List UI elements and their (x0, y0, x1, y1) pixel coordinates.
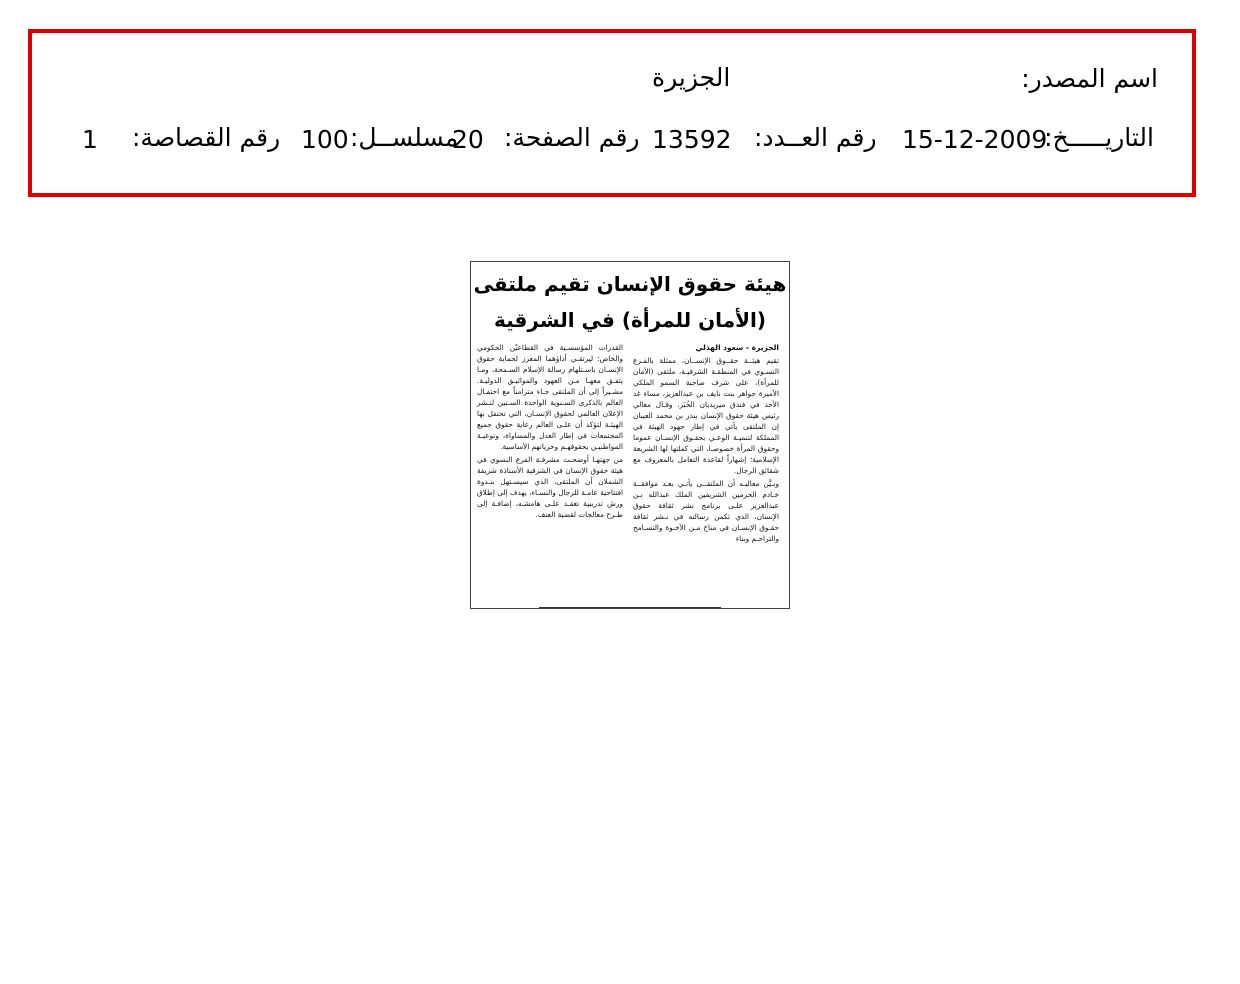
article-column-right (633, 342, 779, 546)
clip-label: رقم القصاصة: (132, 123, 281, 152)
article-title-line-2: (الأمان للمرأة) في الشرقية (494, 308, 766, 332)
article-byline: الجزيرة - سعود الهذلي (695, 343, 779, 352)
article-title (471, 266, 789, 338)
issue-label: رقم العــدد: (754, 123, 877, 152)
end-ornament (611, 603, 638, 609)
article-title-line-1: هيئة حقوق الإنسان تقيم ملتقى (473, 272, 787, 296)
header-box (28, 29, 1196, 197)
page-label: رقم الصفحة: (504, 123, 640, 152)
serial-value: 100 (301, 125, 349, 154)
date-label: التاريـــــخ: (1044, 123, 1154, 152)
article-column-left (477, 342, 623, 522)
article-paragraph: تقيم هيئــة حقــوق الإنســان، ممثلة بالفـرع النسـوي في المنطقـة الشرقيـة، ملتقى (الأمان للمرأة)، على شرف صاحبة السمو الملكي الأميرة جواهر بنت نايف بن عبدالعزيز، مساء غد الأحد في فندق ميريديان الخُبَر. وقـال معالي رئيس هيئة حقوق الإنسان بندر بن محمد العيبان إن الملتقى يأتي في إطار جهود الهيئة في المملكة لتنميـة الوعـي بحقـوق الإنسـان عموما وحقوق المرأة خصوصـا، التي كفلتها لها الشريعة الإسلامية؛ إشهاراً لقاعدة التعامل بالمعروف مع شقائق الرجال. (633, 356, 779, 475)
article-paragraph: القدرات المؤسسـية في القطاعيْن الحكومي والخاص؛ ليرتقـي أداؤهما المعزز لحماية حقوق الإنسـان باسـتلهام رسالة الإسلام السـمحة، ومـا يتفـق معهـا مـن العهود والمواثيـق الدوليـة. مشـيراً إلى أن الملتقى جـاء متزامناً مع احتفـال العالم بالذكرى السـنوية الواحدة السـتين لنـشر الإعلان العالمي لحقوق الإنسـان، التي تحتفل بها الهيئـة لتؤكد أن علـى العالم رعاية حقوق جميع المجتمعات في إطار العدل والمساواة، وتوعيـة المواطنيـن بحقوقهـم وحرياتهم الأساسية. (477, 343, 623, 451)
article-paragraph: من جهتهـا أوضحـت مشرفـة الفرع النسوي في هيئة حقوق الإنسان في الشرقية الأستاذة شريفة الشملان أن الملتقى، الذي سيسـتهل بنـدوة افتتاحية عامـة للرجال والنسـاء، يهدف إلى إطلاق ورش تدريبية تعقـد علـى هامشـه، إضافـة إلى طـرح معالجات لقضية العنف. (477, 455, 623, 519)
newspaper-clipping (470, 261, 790, 609)
source-value: الجزيرة (652, 63, 731, 92)
source-label: اسم المصدر: (1021, 64, 1158, 93)
article-paragraph: وبـيَّن معاليـه أن الملتقــى يأتـي بعـد موافقــة خـادم الحرمين الشريفين الملك عبدالله بـن عبدالعزيز علـى برنامج نشر ثقافة حقوق الإنسان، الذي تكمن رسالته في نـشر ثقافة حقـوق الإنسـان في مناخ مـن الأخـوة والتسـامح والتراحـم وبناء (633, 479, 779, 543)
serial-label: مسلســل: (350, 123, 459, 152)
page-value: 20 (452, 125, 484, 154)
issue-value: 13592 (652, 125, 732, 154)
clip-value: 1 (82, 125, 98, 154)
date-value: 15-12-2009 (902, 125, 1048, 154)
